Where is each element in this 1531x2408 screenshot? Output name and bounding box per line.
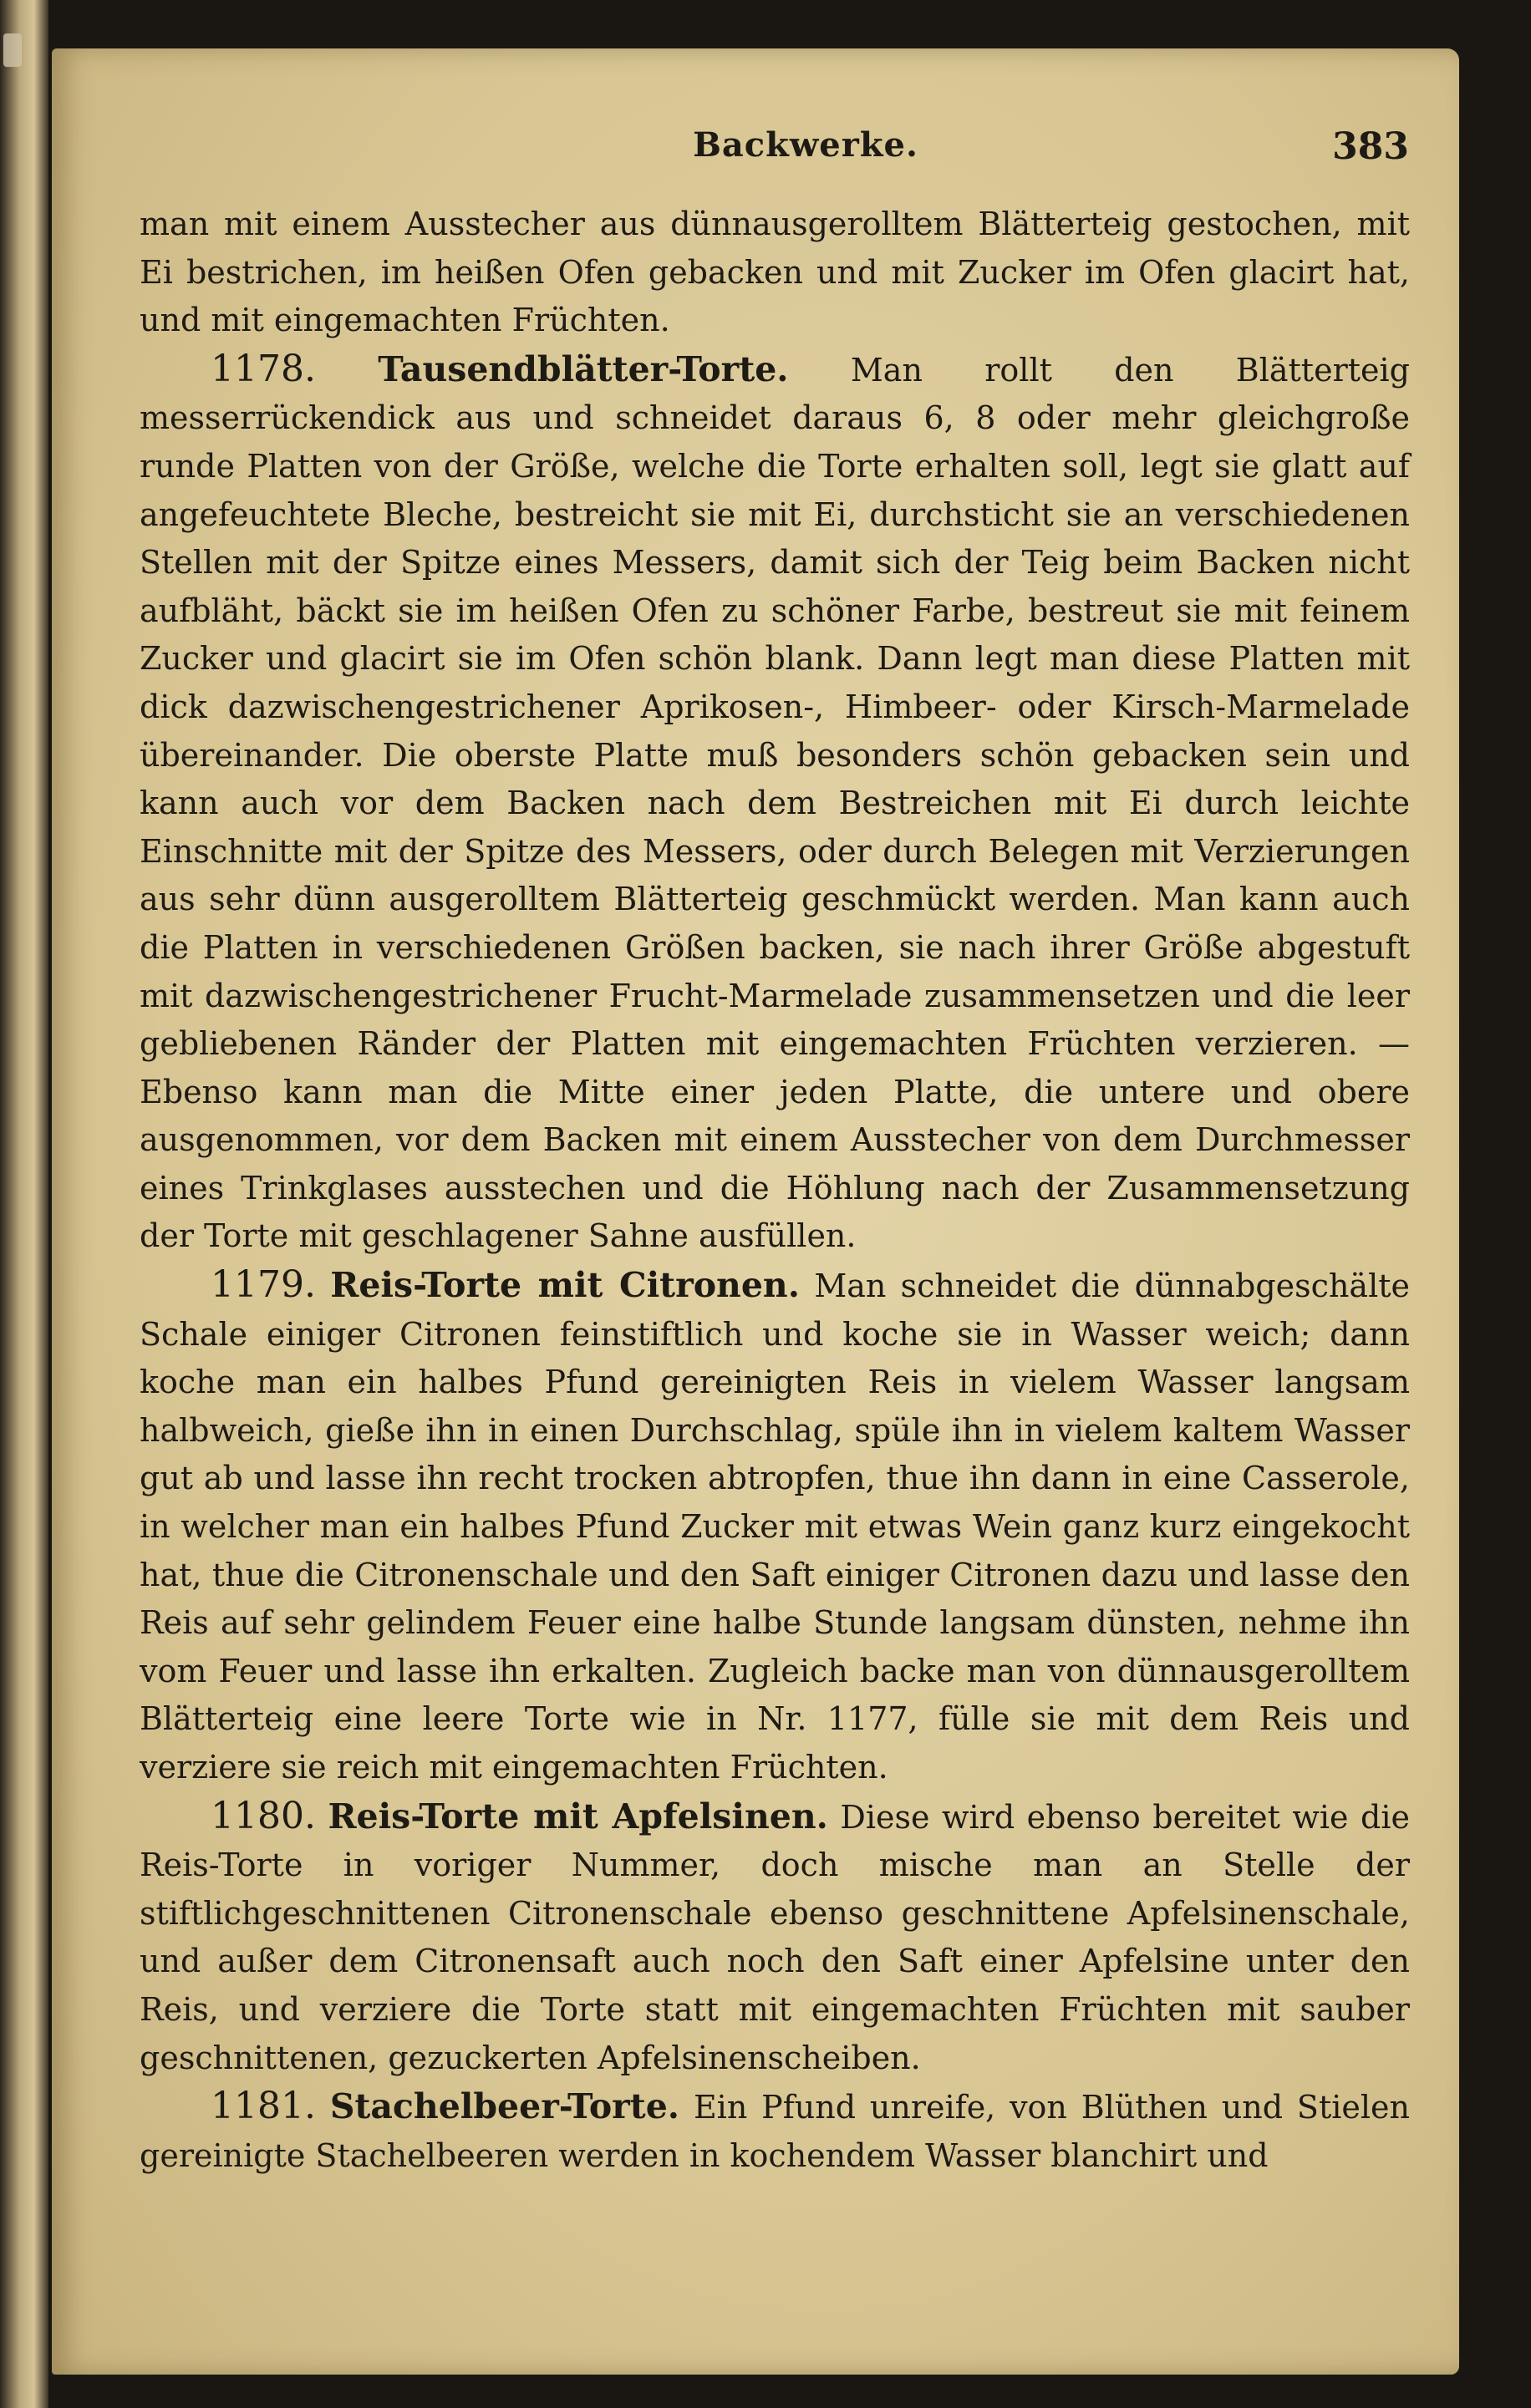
recipe-title: Reis-Torte mit Citronen.: [330, 1265, 801, 1306]
recipe-body: Man rollt den Blätterteig messerrückendick aus und schneidet daraus 6, 8 oder mehr gleichgroße runde Platten von der Größe, welche die Torte erhalten soll, legt sie glatt auf angefeuchtete Bleche, bestreicht sie mit Ei, durchsticht sie an verschiedenen Stellen mit der Spitze eines Messers, damit sich der Teig beim Backen nicht aufbläht, bäckt sie im heißen Ofen zu schöner Farbe, bestreut sie mit feinem Zucker und glacirt sie im Ofen schön blank. Dann legt man diese Platten mit dick dazwischengestrichener Aprikosen-, Himbeer- oder Kirsch-Marmelade übereinander. Die oberste Platte muß besonders schön gebacken sein und kann auch vor dem Backen nach dem Bestreichen mit Ei durch leichte Einschnitte mit der Spitze des Messers, oder durch Belegen mit Verzierungen aus sehr dünn ausgerolltem Blätterteig geschmückt werden. Man kann auch die Platten in verschiedenen Größen backen, sie nach ihrer Größe abgestuft mit dazwischengestrichener Frucht-Marmelade zusammensetzen und die leer gebliebenen Ränder der Platten mit eingemachten Früchten verzieren. — Ebenso kann man die Mitte einer jeden Platte, die untere und obere ausgenommen, vor dem Backen mit einem Ausstecher von dem Durchmesser eines Trinkglases ausstechen und die Höhlung nach der Zusammensetzung der Torte mit geschlagener Sahne ausfüllen.: [140, 351, 1410, 1255]
recipe-number: 1178.: [211, 347, 316, 390]
binding-thread: [3, 33, 22, 67]
recipe-number: 1180.: [211, 1794, 316, 1837]
recipe-1179: [140, 1261, 1410, 1792]
page-number: 383: [1332, 125, 1409, 168]
recipe-body: Diese wird ebenso bereitet wie die Reis-Torte in voriger Nummer, doch mische man an Stelle der stiftlichgeschnittenen Citronenschale ebenso geschnittene Apfelsinenschale, und außer dem Citronensaft auch noch den Saft einer Apfelsine unter den Reis, und verziere die Torte statt mit eingemachten Früchten mit sauber geschnittenen, gezuckerten Apfelsinenscheiben.: [140, 1798, 1410, 2076]
running-head: [52, 125, 1459, 165]
recipe-title: Reis-Torte mit Apfelsinen.: [328, 1796, 828, 1836]
recipe-body: Ein Pfund unreife, von Blüthen und Stielen gereinigte Stachelbeeren werden in kochendem Wasser blanchirt und: [140, 2089, 1410, 2174]
recipe-number: 1181.: [211, 2085, 316, 2128]
recipe-1181: [140, 2082, 1410, 2180]
left-page-edge: [0, 0, 48, 2408]
recipe-1178: [140, 345, 1410, 1261]
recipe-1180: [140, 1792, 1410, 2083]
recipe-number: 1179.: [211, 1263, 316, 1307]
recipe-title: Stachelbeer-Torte.: [329, 2086, 680, 2127]
continuation-paragraph: man mit einem Ausstecher aus dünnausgerolltem Blätterteig gestochen, mit Ei bestrichen, im heißen Ofen gebacken und mit Zucker im Ofen glacirt hat, und mit eingemachten Früchten.: [140, 206, 1410, 339]
running-head-text: Backwerke.: [693, 125, 918, 165]
text-block: [140, 201, 1410, 2180]
book-page: [52, 48, 1459, 2375]
recipe-title: Tausendblätter-Torte.: [378, 348, 789, 389]
recipe-body: Man schneidet die dünnabgeschälte Schale einiger Citronen feinstiftlich und koche sie in Wasser weich; dann koche man ein halbes Pfund gereinigten Reis in vielem Wasser langsam halbweich, gieße ihn in einen Durchschlag, spüle ihn in vielem kaltem Wasser gut ab und lasse ihn recht trocken abtropfen, thue ihn dann in eine Casserole, in welcher man ein halbes Pfund Zucker mit etwas Wein ganz kurz eingekocht hat, thue die Citronenschale und den Saft einiger Citronen dazu und lasse den Reis auf sehr gelindem Feuer eine halbe Stunde langsam dünsten, nehme ihn vom Feuer und lasse ihn erkalten. Zugleich backe man von dünnausgerolltem Blätterteig eine leere Torte wie in Nr. 1177, fülle sie mit dem Reis und verziere sie reich mit eingemachten Früchten.: [140, 1268, 1410, 1786]
